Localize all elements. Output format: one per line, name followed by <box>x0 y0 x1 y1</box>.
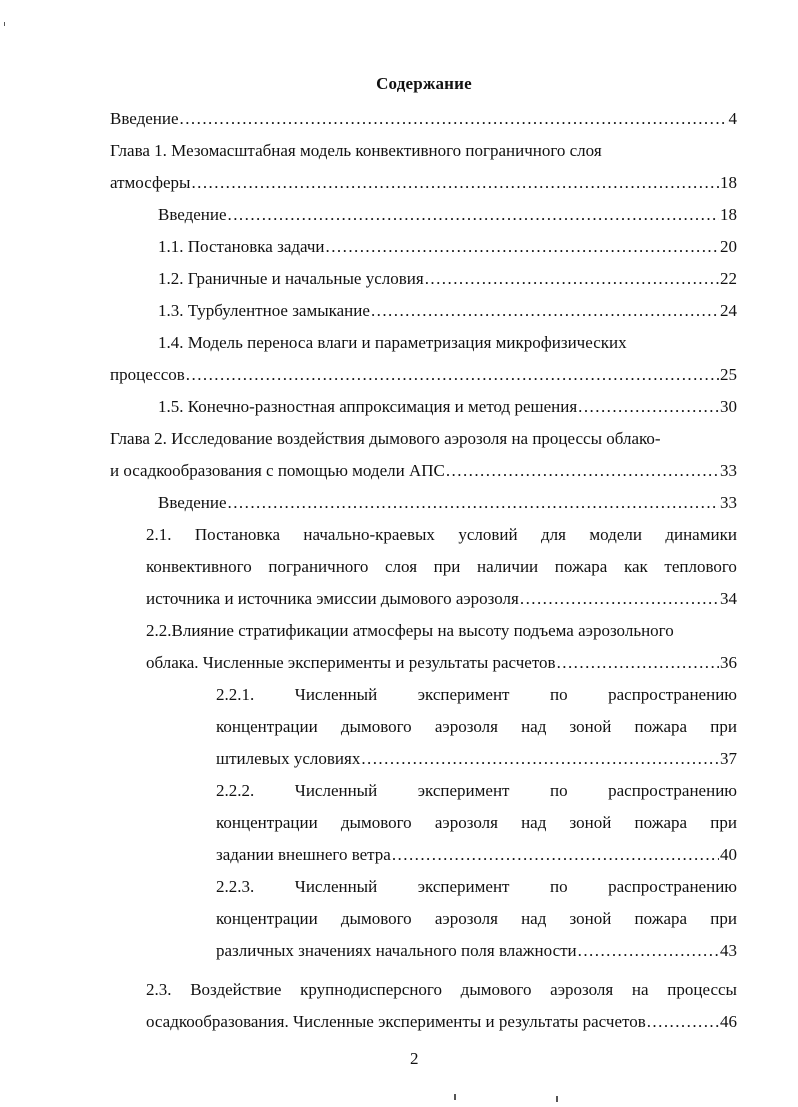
toc-word: эксперимент <box>417 685 510 704</box>
toc-entry-chapter2-intro[interactable] <box>158 492 737 514</box>
toc-word: распространению <box>608 781 737 800</box>
leader-dots <box>647 1011 719 1033</box>
toc-entry-1-3[interactable] <box>158 300 737 322</box>
toc-entry-2-2[interactable] <box>146 620 737 642</box>
toc-page-number: 18 <box>720 205 737 224</box>
toc-entry-2-2-2[interactable] <box>216 780 737 802</box>
toc-word: Численный <box>294 781 378 800</box>
toc-entry-text: различных значениях начального поля влажности <box>216 941 577 960</box>
toc-entry-continuation[interactable] <box>216 940 737 962</box>
toc-word: Численный <box>294 685 378 704</box>
leader-dots <box>371 300 719 322</box>
toc-word: 2.2.2. <box>216 781 255 800</box>
toc-word: Воздействие <box>190 980 282 999</box>
toc-entry-text: облака. Численные эксперименты и результаты расчетов <box>146 653 556 672</box>
toc-word: пожара <box>554 557 608 576</box>
toc-word: концентрации <box>216 717 318 736</box>
toc-page-number: 34 <box>720 589 737 608</box>
toc-word: зоной <box>569 813 612 832</box>
toc-word: 2.2.3. <box>216 877 255 896</box>
toc-word: пограничного <box>268 557 369 576</box>
toc-entry-text: атмосферы <box>110 173 191 192</box>
toc-word: на <box>631 980 649 999</box>
toc-entry-text: осадкообразования. Численные эксперименты и результаты расчетов <box>146 1012 646 1031</box>
toc-entry-text: и осадкообразования с помощью модели АПС <box>110 461 445 480</box>
toc-entry-text: 1.4. Модель переноса влаги и параметризация микрофизических <box>158 333 627 352</box>
toc-word: при <box>710 717 737 736</box>
toc-word: для <box>541 525 566 544</box>
toc-entry-continuation[interactable] <box>146 652 737 674</box>
toc-word: аэрозоля <box>434 813 498 832</box>
toc-entry-text: Введение <box>158 493 227 512</box>
toc-entry-2-2-1[interactable] <box>216 684 737 706</box>
toc-entry-1-5[interactable] <box>158 396 737 418</box>
page-title: Содержание <box>376 74 472 93</box>
toc-word: 2.1. <box>146 525 172 544</box>
toc-entry-continuation[interactable] <box>216 748 737 770</box>
toc-word: модели <box>589 525 642 544</box>
toc-word: крупнодисперсного <box>300 980 442 999</box>
toc-word: над <box>521 717 547 736</box>
toc-page-number: 46 <box>720 1012 737 1031</box>
toc-entry-continuation[interactable] <box>146 556 737 578</box>
toc-entry-1-4[interactable] <box>158 332 737 354</box>
toc-word: зоной <box>569 717 612 736</box>
toc-word: над <box>521 813 547 832</box>
toc-page-number: 20 <box>720 237 737 256</box>
toc-word: 2.2.1. <box>216 685 255 704</box>
toc-word: концентрации <box>216 909 318 928</box>
toc-entry-text: 1.2. Граничные и начальные условия <box>158 269 424 288</box>
toc-page-number: 22 <box>720 269 737 288</box>
toc-word: Постановка <box>194 525 281 544</box>
toc-entry-text: задании внешнего ветра <box>216 845 391 864</box>
toc-entry-text: Введение <box>158 205 227 224</box>
toc-entry-text: 1.1. Постановка задачи <box>158 237 325 256</box>
toc-entry-1-2[interactable] <box>158 268 737 290</box>
toc-word: процессы <box>667 980 737 999</box>
toc-page-number: 25 <box>720 365 737 384</box>
toc-entry-2-3[interactable] <box>146 979 737 1001</box>
toc-word: 2.3. <box>146 980 172 999</box>
toc-word: по <box>549 685 568 704</box>
toc-page-number: 18 <box>720 173 737 192</box>
toc-entry-continuation[interactable] <box>216 716 737 738</box>
toc-word: распространению <box>608 685 737 704</box>
toc-word: конвективного <box>146 557 252 576</box>
toc-page-number: 36 <box>720 653 737 672</box>
leader-dots <box>392 844 719 866</box>
toc-word: по <box>549 877 568 896</box>
toc-word: эксперимент <box>417 877 510 896</box>
toc-page-number: 37 <box>720 749 737 768</box>
toc-entry-continuation[interactable] <box>146 1011 737 1033</box>
toc-word: зоной <box>569 909 612 928</box>
toc-chapter-heading[interactable] <box>110 428 737 450</box>
toc-entry-continuation[interactable] <box>216 812 737 834</box>
toc-entry-text: штилевых условиях <box>216 749 361 768</box>
toc-word: дымового <box>340 813 412 832</box>
leader-dots <box>578 396 719 418</box>
scan-mark <box>556 1096 558 1102</box>
leader-dots <box>557 652 719 674</box>
leader-dots <box>326 236 719 258</box>
toc-entry-text: 2.2.Влияние стратификации атмосферы на высоту подъема аэрозольного <box>146 621 674 640</box>
toc-word: аэрозоля <box>550 980 614 999</box>
toc-word: при <box>710 813 737 832</box>
toc-word: аэрозоля <box>434 909 498 928</box>
page-number: 2 <box>410 1049 419 1068</box>
toc-word: концентрации <box>216 813 318 832</box>
toc-page-number: 4 <box>728 109 737 128</box>
scan-mark <box>454 1094 456 1100</box>
leader-dots <box>186 364 719 386</box>
toc-word: распространению <box>608 877 737 896</box>
toc-entry-1-1[interactable] <box>158 236 737 258</box>
toc-entry-text: Введение <box>110 109 179 128</box>
leader-dots <box>578 940 719 962</box>
toc-word: динамики <box>665 525 737 544</box>
scan-mark <box>4 22 5 26</box>
toc-word: пожара <box>634 909 688 928</box>
toc-entry-text: 1.3. Турбулентное замыкание <box>158 301 370 320</box>
toc-entry-2-1[interactable] <box>146 524 737 546</box>
toc-word: пожара <box>634 717 688 736</box>
toc-entry-text: 1.5. Конечно-разностная аппроксимация и метод решения <box>158 397 578 416</box>
toc-word: дымового <box>340 909 412 928</box>
toc-entry-continuation[interactable] <box>216 908 737 930</box>
leader-dots <box>520 588 719 610</box>
leader-dots <box>446 460 719 482</box>
toc-word: наличии <box>477 557 539 576</box>
toc-entry-chapter1-intro[interactable] <box>158 204 737 226</box>
leader-dots <box>228 204 719 226</box>
toc-entry-text: Глава 1. Мезомасштабная модель конвективного пограничного слоя <box>110 141 602 160</box>
toc-page-number: 30 <box>720 397 737 416</box>
leader-dots <box>228 492 719 514</box>
leader-dots <box>180 108 728 130</box>
toc-page-number: 43 <box>720 941 737 960</box>
toc-word: как <box>623 557 648 576</box>
toc-entry-2-2-3[interactable] <box>216 876 737 898</box>
toc-word: по <box>549 781 568 800</box>
toc-chapter-heading[interactable] <box>110 140 737 162</box>
toc-word: теплового <box>664 557 737 576</box>
toc-word: при <box>710 909 737 928</box>
toc-word: условий <box>458 525 518 544</box>
toc-word: эксперимент <box>417 781 510 800</box>
toc-word: аэрозоля <box>434 717 498 736</box>
toc-entry-text: процессов <box>110 365 185 384</box>
toc-word: начально-краевых <box>303 525 435 544</box>
leader-dots <box>361 748 719 770</box>
toc-entry-text: Глава 2. Исследование воздействия дымового аэрозоля на процессы облако- <box>110 429 661 448</box>
toc-entry-continuation[interactable] <box>110 460 737 482</box>
leader-dots <box>425 268 719 290</box>
toc-word: слоя <box>385 557 418 576</box>
toc-word: дымового <box>340 717 412 736</box>
toc-entry-continuation[interactable] <box>110 172 737 194</box>
leader-dots <box>191 172 719 194</box>
toc-entry-text: источника и источника эмиссии дымового аэрозоля <box>146 589 519 608</box>
toc-entry-introduction[interactable] <box>110 108 737 130</box>
toc-page-number: 40 <box>720 845 737 864</box>
toc-word: над <box>521 909 547 928</box>
toc-word: при <box>433 557 461 576</box>
toc-word: Численный <box>294 877 378 896</box>
toc-word: дымового <box>460 980 532 999</box>
toc-entry-continuation[interactable] <box>146 588 737 610</box>
toc-word: пожара <box>634 813 688 832</box>
toc-page-number: 33 <box>720 493 737 512</box>
toc-page-number: 33 <box>720 461 737 480</box>
toc-page-number: 24 <box>720 301 737 320</box>
toc-entry-continuation[interactable] <box>216 844 737 866</box>
toc-entry-continuation[interactable] <box>110 364 737 386</box>
